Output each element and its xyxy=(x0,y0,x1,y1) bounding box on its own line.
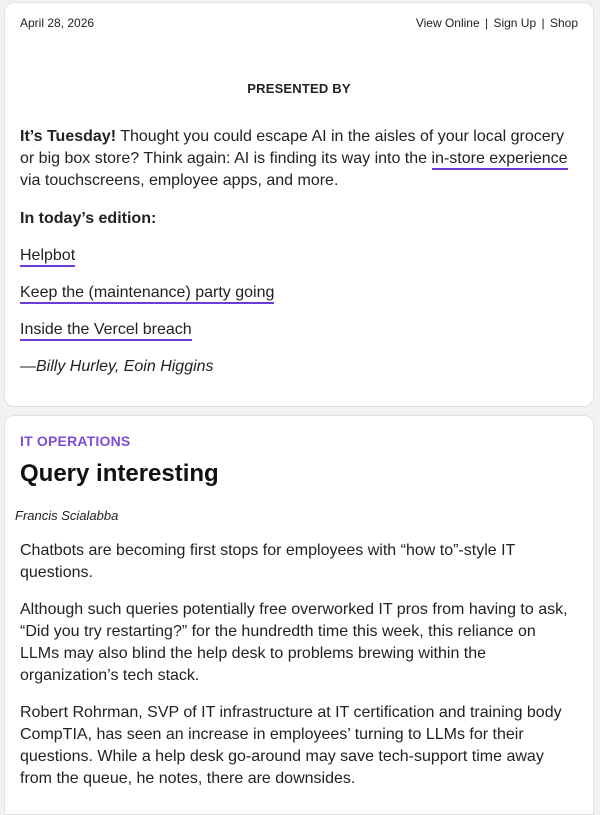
issue-date: April 28, 2026 xyxy=(20,16,95,30)
intro-lead: It’s Tuesday! xyxy=(20,128,117,145)
maintenance-party-link[interactable]: Keep the (maintenance) party going xyxy=(20,284,274,304)
view-online-link[interactable]: View Online xyxy=(415,16,480,30)
vercel-breach-link[interactable]: Inside the Vercel breach xyxy=(20,321,192,341)
edition-item xyxy=(20,319,573,341)
article-paragraph: Chatbots are becoming first stops for employees with “how to”-style IT questions. xyxy=(20,542,516,581)
in-store-experience-link[interactable]: in-store experience xyxy=(432,150,568,170)
article-title: Query interesting xyxy=(20,460,219,487)
authors-signoff: —Billy Hurley, Eoin Higgins xyxy=(20,358,214,375)
intro-text-1: Thought you could escape AI in the aisles of your local grocery or big box store? Think again: AI is finding its way into the xyxy=(20,128,564,167)
article-byline: Francis Scialabba xyxy=(15,508,119,523)
sign-up-link[interactable]: Sign Up xyxy=(493,16,537,30)
article-card xyxy=(4,415,594,815)
edition-heading: In today’s edition: xyxy=(20,210,157,227)
intro-text-2: via touchscreens, employee apps, and more. xyxy=(20,172,339,189)
presented-by-label: PRESENTED BY xyxy=(247,81,351,96)
edition-item xyxy=(20,282,573,304)
header-links xyxy=(416,16,578,30)
newsletter-intro-card xyxy=(4,2,594,407)
edition-item xyxy=(20,245,573,267)
article-paragraph: Robert Rohrman, SVP of IT infrastructure at IT certification and training body CompTIA, has seen an increase in employees’ turning to LLMs for their questions. While a help desk go-around may save tech-support time away from the queue, he notes, there are downsides. xyxy=(20,704,562,787)
link-separator: | xyxy=(541,16,545,30)
article-paragraph: Although such queries potentially free overworked IT pros from having to ask, “Did you try restarting?” for the hundredth time this week, this reliance on LLMs may also blind the help desk to problems brewing within the organization’s tech stack. xyxy=(20,601,568,684)
header-bar xyxy=(20,16,578,30)
helpbot-link[interactable]: Helpbot xyxy=(20,247,75,267)
link-separator: | xyxy=(484,16,489,30)
intro-paragraph xyxy=(20,126,573,192)
section-label: IT OPERATIONS xyxy=(20,433,131,449)
shop-link[interactable]: Shop xyxy=(549,16,578,30)
